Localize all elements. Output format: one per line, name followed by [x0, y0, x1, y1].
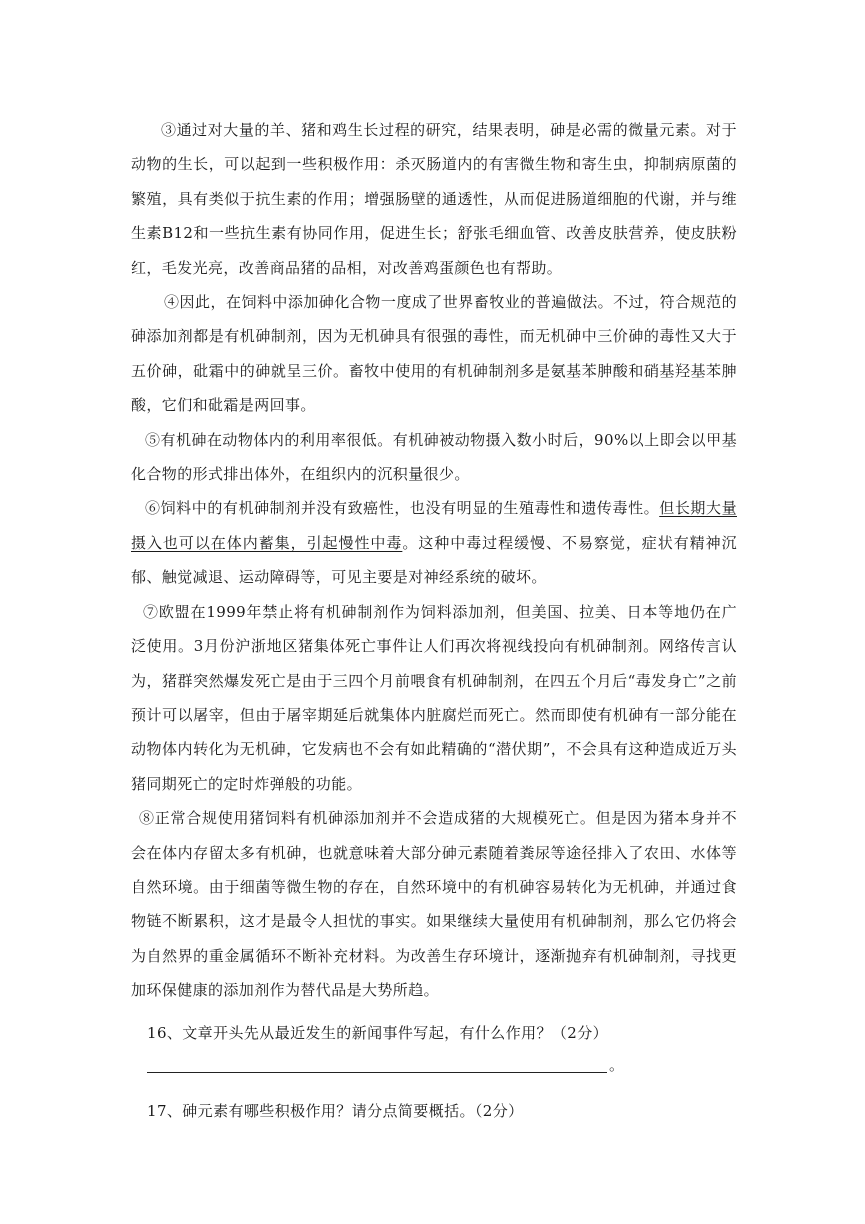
answer-underline: [147, 1072, 607, 1073]
document-page: [131, 113, 737, 1128]
paragraph-7: ⑦欧盟在1999年禁止将有机砷制剂作为饲料添加剂，但美国、拉美、日本等地仍在广泛使用。3月份沪浙地区猪集体死亡事件让人们再次将视线投向有机砷制剂。网络传言认为，猪群突然爆发死亡是由于三四个月前喂食有机砷制剂，在四五个月后“毒发身亡”之前预计可以屠宰，但由于屠宰期延后就集体内脏腐烂而死亡。然而即使有机砷有一部分能在动物体内转化为无机砷，它发病也不会有如此精确的“潜伏期”，不会具有这种造成近万头猪同期死亡的定时炸弹般的功能。: [131, 602, 737, 793]
paragraph-6-tail: 。这种中毒过程缓慢、不易察觉，症状有精神沉郁、触觉减退、运动障碍等，可见主要是对神经系统的破坏。: [131, 533, 737, 587]
paragraph-8: ⑧正常合规使用猪饲料有机砷添加剂并不会造成猪的大规模死亡。但是因为猪本身并不会在体内存留太多有机砷，也就意味着大部分砷元素随着粪尿等途径排入了农田、水体等自然环境。由于细菌等微生物的存在，自然环境中的有机砷容易转化为无机砷，并通过食物链不断累积，这才是最令人担忧的事实。如果继续大量使用有机砷制剂，那么它仍将会为自然界的重金属循环不断补充材料。为改善生存环境计，逐渐抛弃有机砷制剂，寻找更加环保健康的添加剂作为替代品是大势所趋。: [131, 809, 737, 1000]
answer-blank-16[interactable]: [147, 1050, 737, 1084]
paragraph-6: [131, 491, 737, 594]
paragraph-5: ⑤有机砷在动物体内的利用率很低。有机砷被动物摄入数小时后，90%以上即会以甲基化合物的形式排出体外，在组织内的沉积量很少。: [131, 430, 737, 484]
paragraph-4: ④因此，在饲料中添加砷化合物一度成了世界畜牧业的普遍做法。不过，符合规范的砷添加剂都是有机砷制剂，因为无机砷具有很强的毒性，而无机砷中三价砷的毒性又大于五价砷，砒霜中的砷就呈三价。畜牧中使用的有机砷制剂多是氨基苯胂酸和硝基羟基苯胂酸，它们和砒霜是两回事。: [131, 293, 737, 415]
question-16: 16、文章开头先从最近发生的新闻事件写起，有什么作用？（2分）: [147, 1023, 609, 1042]
answer-line-period: 。: [609, 1055, 625, 1074]
paragraph-6-underlined-sentence: 但长期大量摄入也可以在体内蓄集，引起慢性中毒: [131, 499, 737, 552]
question-17: 17、砷元素有哪些积极作用？请分点简要概括。（2分）: [147, 1101, 524, 1120]
paragraph-3: ③通过对大量的羊、猪和鸡生长过程的研究，结果表明，砷是必需的微量元素。对于动物的生长，可以起到一些积极作用：杀灭肠道内的有害微生物和寄生虫，抑制病原菌的繁殖，具有类似于抗生素的作用；增强肠壁的通透性，从而促进肠道细胞的代谢，并与维生素B12和一些抗生素有协同作用，促进生长；舒张毛细血管、改善皮肤营养，使皮肤粉红，毛发光亮，改善商品猪的品相，对改善鸡蛋颜色也有帮助。: [131, 121, 737, 277]
paragraph-6-lead: ⑥饲料中的有机砷制剂并没有致癌性，也没有明显的生殖毒性和遗传毒性。: [145, 499, 660, 518]
